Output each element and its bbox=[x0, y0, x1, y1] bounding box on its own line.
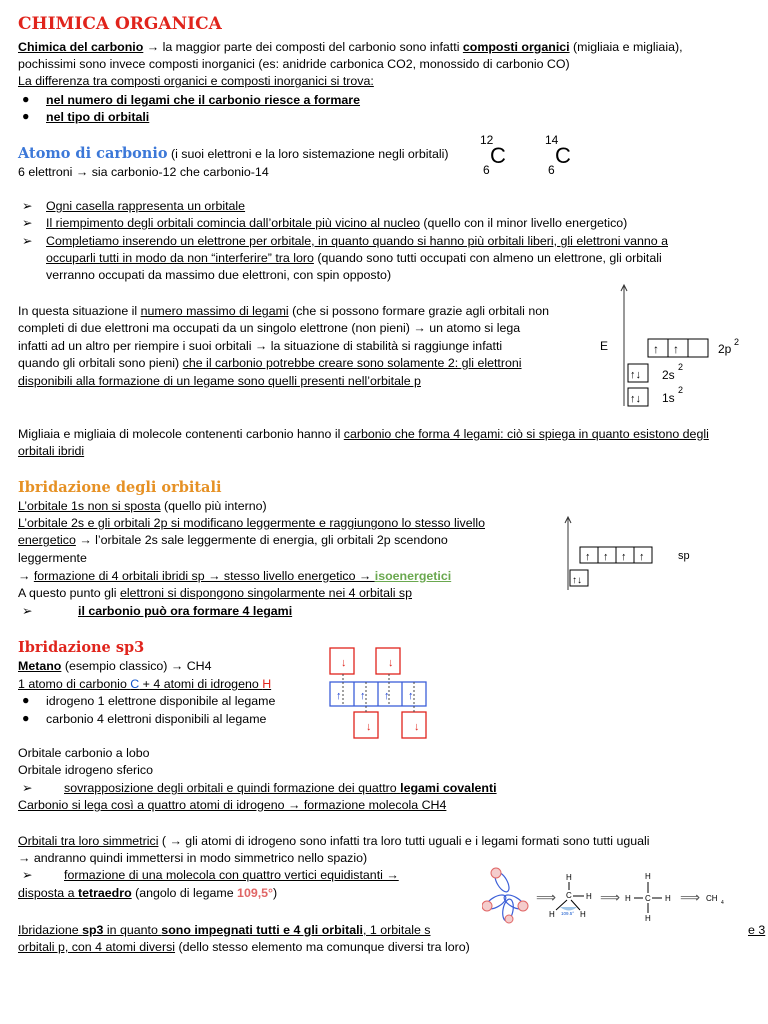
isotope-symbols bbox=[470, 128, 590, 178]
bullet-dot: ● bbox=[22, 711, 30, 725]
ibridazione-line-2: L’orbitale 2s e gli orbitali 2p si modificano leggermente e raggiungono lo stesso livello bbox=[18, 516, 485, 530]
arrow-bullet: ➢ bbox=[22, 216, 33, 230]
h-atom: H bbox=[625, 894, 631, 903]
level-sup: 2 bbox=[734, 337, 740, 347]
arrow-bullet: ➢ bbox=[22, 234, 33, 248]
bullet-dot: ● bbox=[22, 693, 30, 707]
text: A questo punto gli bbox=[18, 586, 120, 600]
text: formazione di 4 orbitali ibridi sp → stesso livello energetico → bbox=[33, 569, 375, 583]
bullet-dot: ● bbox=[22, 92, 30, 106]
sp3-bullet-1: idrogeno 1 elettrone disponibile al legame bbox=[46, 694, 276, 708]
electron-arrow: ↑ bbox=[603, 551, 609, 563]
text: carbonio che forma 4 legami: ciò si spiega in quanto esistono degli bbox=[343, 427, 709, 441]
angle-label: 109.5° bbox=[561, 911, 575, 916]
ibridazione-line-1 bbox=[18, 498, 267, 515]
h-atom: H bbox=[580, 910, 586, 919]
intro-bullet-2: nel tipo di orbitali bbox=[46, 110, 150, 124]
atomo-point-2 bbox=[46, 215, 627, 232]
arrow-icon: ⟹ bbox=[600, 889, 621, 905]
text: ( → gli atomi di idrogeno sono infatti tra loro tutti uguali e i legami formati sono tutti uguali bbox=[158, 834, 650, 848]
h-atom: H bbox=[665, 894, 671, 903]
ibridazione-line-6 bbox=[18, 585, 412, 602]
intro-line-2: pochissimi sono invece composti inorganici (es: anidride carbonica CO2, monossido di carbonio CO) bbox=[18, 57, 570, 71]
h-atom: H bbox=[549, 910, 555, 919]
point-text: occuparli tutti in modo da non “interferire” tra loro bbox=[46, 251, 314, 265]
point-text: (quando sono tutti occupati con almeno un elettrone, gli orbitali bbox=[313, 251, 662, 265]
situazione-line-1 bbox=[18, 303, 549, 320]
hydrogen-symbol: H bbox=[262, 677, 272, 691]
sp3-line-9: formazione di una molecola con quattro vertici equidistanti → bbox=[64, 868, 399, 882]
point-text: (quello con il minor livello energetico) bbox=[419, 216, 628, 230]
migliaia-line-2: orbitali ibridi bbox=[18, 444, 85, 458]
iso1-symbol: C bbox=[490, 143, 506, 168]
level-label: 2p bbox=[718, 342, 732, 356]
methane-formula: CH bbox=[706, 894, 718, 903]
electron-up: ↑ bbox=[360, 690, 366, 702]
ibridazione-line-5 bbox=[18, 568, 451, 585]
text: Orbitali tra loro simmetrici bbox=[18, 834, 159, 848]
level-label: 2s bbox=[662, 368, 675, 382]
level-1s bbox=[628, 385, 683, 406]
level-sup: 2 bbox=[678, 362, 684, 372]
electron-arrow: ↑↓ bbox=[572, 575, 582, 586]
h-atom: H bbox=[645, 914, 651, 923]
electron-down: ↓ bbox=[366, 721, 372, 733]
c-atom: C bbox=[566, 891, 572, 900]
page-title: CHIMICA ORGANICA bbox=[18, 14, 222, 34]
electron-up: ↑ bbox=[384, 690, 390, 702]
text: quando gli orbitali sono pieni) bbox=[18, 356, 183, 370]
text: sovrapposizione degli orbitali e quindi formazione dei quattro bbox=[64, 781, 401, 795]
sp3-line-12 bbox=[18, 939, 470, 956]
atomo-point-3c: verranno occupati da massimo due elettroni, con spin opposto) bbox=[46, 268, 392, 282]
sp-label: sp bbox=[678, 550, 690, 562]
arrow-bullet: ➢ bbox=[22, 781, 33, 795]
level-sup: 2 bbox=[678, 385, 684, 395]
electron-arrow: ↑ bbox=[653, 342, 659, 356]
electron-arrow: ↑↓ bbox=[630, 393, 641, 405]
text: disposta a bbox=[18, 886, 78, 900]
bullet-dot: ● bbox=[22, 109, 30, 123]
structural-formula bbox=[625, 872, 671, 923]
level-label: 1s bbox=[662, 391, 675, 405]
ibridazione-line-4: leggermente bbox=[18, 551, 87, 565]
iso2-symbol: C bbox=[555, 143, 571, 168]
sp3-line-2 bbox=[18, 676, 271, 693]
situazione-line-3: infatti ad un altro per riempire i suoi orbitali → la situazione di stabilità si raggiunge infatti bbox=[18, 339, 503, 353]
electron-down: ↓ bbox=[414, 721, 420, 733]
situazione-line-2: completi di due elettroni ma occupati da un singolo elettrone (non pieni) → un atomo si lega bbox=[18, 321, 521, 335]
text: L’orbitale 1s non si sposta bbox=[18, 499, 161, 513]
intro-line-3: La differenza tra composti organici e composti inorganici si trova: bbox=[18, 74, 374, 88]
ibridazione-heading: Ibridazione degli orbitali bbox=[18, 479, 222, 496]
iso1-number: 6 bbox=[483, 163, 490, 177]
atomo-heading-line bbox=[18, 145, 449, 163]
sp3-line-4: Orbitale idrogeno sferico bbox=[18, 763, 153, 777]
iso2-mass: 14 bbox=[545, 133, 559, 147]
text: in quanto bbox=[103, 923, 162, 937]
metano-term: Metano bbox=[18, 659, 62, 673]
ibridazione-conclusion: il carbonio può ora formare 4 legami bbox=[78, 604, 293, 618]
electron-arrow: ↑ bbox=[585, 551, 591, 563]
iso1-mass: 12 bbox=[480, 133, 494, 147]
orbital-energy-diagram bbox=[596, 282, 756, 410]
electron-down: ↓ bbox=[388, 657, 394, 669]
intro-text: (migliaia e migliaia), bbox=[569, 40, 683, 54]
legami-covalenti-term: legami covalenti bbox=[400, 781, 497, 795]
text: (quello più interno) bbox=[160, 499, 267, 513]
arrow-icon: ⟹ bbox=[536, 889, 557, 905]
sp-hybrid-diagram bbox=[560, 514, 710, 594]
ibridazione-line-3 bbox=[18, 532, 448, 549]
h-atom: H bbox=[566, 873, 572, 882]
situazione-line-4 bbox=[18, 355, 522, 372]
iso2-number: 6 bbox=[548, 163, 555, 177]
text: (dello stesso elemento ma comunque diversi tra loro) bbox=[175, 940, 470, 954]
text: , 1 orbitale s bbox=[363, 923, 431, 937]
intro-text: → la maggior parte dei composti del carbonio sono infatti bbox=[143, 40, 463, 54]
sp3-line-10 bbox=[18, 885, 277, 902]
migliaia-line-1 bbox=[18, 426, 709, 443]
electron-arrow: ↑ bbox=[621, 551, 627, 563]
composti-organici-term: composti organici bbox=[462, 40, 570, 54]
electron-up: ↑ bbox=[336, 690, 342, 702]
atomo-point-3b bbox=[46, 250, 662, 267]
tetraedro-term: tetraedro bbox=[77, 886, 132, 900]
sp3-heading: Ibridazione sp3 bbox=[18, 639, 145, 656]
methane-structure-diagram bbox=[482, 866, 732, 924]
isoenergetici-term: isoenergetici bbox=[374, 569, 452, 583]
level-2p bbox=[648, 337, 739, 357]
arrow-bullet: ➢ bbox=[22, 604, 33, 618]
text: sono impegnati tutti e 4 gli orbitali bbox=[161, 923, 363, 937]
electron-up: ↑ bbox=[408, 690, 414, 702]
atomo-heading: Atomo di carbonio bbox=[18, 145, 168, 162]
level-2s bbox=[628, 362, 683, 382]
text: (angolo di legame bbox=[131, 886, 238, 900]
sp3-line-1 bbox=[18, 658, 211, 675]
electron-arrow: ↑↓ bbox=[630, 369, 641, 381]
sp3-line-5 bbox=[64, 780, 497, 797]
arrow-bullet: ➢ bbox=[22, 199, 33, 213]
text: Ibridazione bbox=[18, 923, 83, 937]
tetrahedral-orbitals bbox=[482, 868, 528, 923]
chimica-del-carbonio-term: Chimica del carbonio bbox=[18, 40, 144, 54]
electron-arrow: ↑ bbox=[639, 551, 645, 563]
atomo-point-3a: Completiamo inserendo un elettrone per orbitale, in quanto quando si hanno più orbitali liberi, gli elettroni vanno a bbox=[46, 234, 668, 248]
sp3-line-7 bbox=[18, 833, 650, 850]
point-text: Il riempimento degli orbitali comincia dall’orbitale più vicino al nucleo bbox=[46, 216, 420, 230]
c-atom: C bbox=[645, 894, 651, 903]
sp3-bond-diagram bbox=[326, 640, 438, 744]
h-atom: H bbox=[586, 892, 592, 901]
sp3-line-11 bbox=[18, 922, 431, 939]
intro-line-1 bbox=[18, 39, 683, 56]
sp3-line-11-end: e 3 bbox=[748, 923, 766, 937]
text: 1 atomo di carbonio bbox=[18, 677, 131, 691]
sp3-line-3: Orbitale carbonio a lobo bbox=[18, 746, 150, 760]
text: → bbox=[18, 569, 34, 583]
text: In questa situazione il bbox=[18, 304, 141, 318]
text: orbitali p, con 4 atomi diversi bbox=[18, 940, 176, 954]
situazione-line-5: disponibili alla formazione di un legame sono quelli presenti nell’orbitale p bbox=[18, 374, 421, 388]
text: che il carbonio potrebbe creare sono solamente 2: gli elettroni bbox=[182, 356, 522, 370]
carbon-symbol: C bbox=[130, 677, 140, 691]
methane-formula-sub: 4 bbox=[721, 900, 724, 906]
electron-down: ↓ bbox=[341, 657, 347, 669]
sp3-term: sp3 bbox=[82, 923, 104, 937]
text: → l’orbitale 2s sale leggermente di energia, gli orbitali 2p scendono bbox=[75, 533, 448, 547]
electron-arrow: ↑ bbox=[673, 342, 679, 356]
text: elettroni si dispongono singolarmente nei 4 orbitali sp bbox=[119, 586, 413, 600]
sp3-line-6: Carbonio si lega così a quattro atomi di idrogeno → formazione molecola CH4 bbox=[18, 798, 447, 812]
orbital-box bbox=[688, 339, 708, 357]
sp3-bullet-2: carbonio 4 elettroni disponibili al legame bbox=[46, 712, 267, 726]
h-atom: H bbox=[645, 872, 651, 881]
numero-massimo-term: numero massimo di legami bbox=[140, 304, 289, 318]
text: + 4 atomi di idrogeno bbox=[139, 677, 263, 691]
atomo-point-1: Ogni casella rappresenta un orbitale bbox=[46, 199, 246, 213]
atomo-heading-note: (i suoi elettroni e la loro sistemazione negli orbitali) bbox=[167, 147, 449, 161]
bond-angle: 109,5° bbox=[237, 886, 274, 900]
energy-label: E bbox=[600, 339, 609, 353]
arrow-bullet: ➢ bbox=[22, 868, 33, 882]
atomo-line: 6 elettroni → sia carbonio-12 che carbonio-14 bbox=[18, 165, 269, 179]
text: ) bbox=[273, 886, 278, 900]
arrow-icon: ⟹ bbox=[680, 889, 701, 905]
sp3-line-8: → andranno quindi immettersi in modo simmetrico nello spazio) bbox=[18, 851, 368, 865]
text: energetico bbox=[18, 533, 76, 547]
intro-bullet-1: nel numero di legami che il carbonio riesce a formare bbox=[46, 93, 361, 107]
text: Migliaia e migliaia di molecole contenenti carbonio hanno il bbox=[18, 427, 344, 441]
text: (che si possono formare grazie agli orbitali non bbox=[288, 304, 550, 318]
text: (esempio classico) → CH4 bbox=[61, 659, 212, 673]
